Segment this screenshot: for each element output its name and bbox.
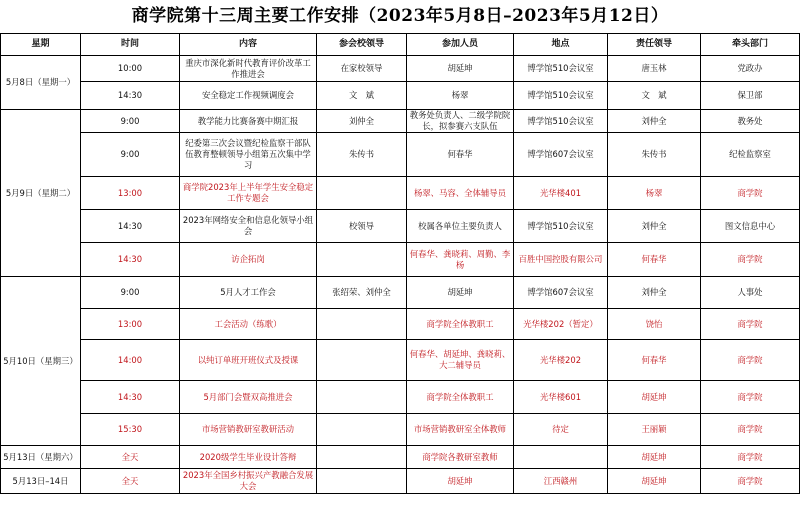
table-row: [1, 309, 800, 340]
time-cell: 9:00: [81, 110, 180, 133]
time-cell: 13:00: [81, 177, 180, 210]
header-participants: 参加人员: [407, 34, 514, 56]
table-row: [1, 446, 800, 469]
school-leader-cell: [317, 446, 407, 469]
lead-department-cell: 人事处: [701, 277, 800, 309]
location-cell: 博学馆607会议室: [514, 133, 608, 177]
content-cell: 5月部门会暨双高推进会: [180, 381, 317, 414]
responsible-leader-cell: 何春华: [608, 340, 701, 381]
schedule-table: [0, 33, 800, 494]
time-cell: 全天: [81, 469, 180, 494]
participants-cell: 胡延坤: [407, 277, 514, 309]
content-cell: 重庆市深化新时代教育评价改革工作推进会: [180, 56, 317, 82]
content-cell: 访企拓岗: [180, 243, 317, 277]
time-cell: 14:00: [81, 340, 180, 381]
header-location: 地点: [514, 34, 608, 56]
location-cell: 博学馆607会议室: [514, 277, 608, 309]
responsible-leader-cell: 饶怡: [608, 309, 701, 340]
location-cell: 光华楼401: [514, 177, 608, 210]
content-cell: 5月人才工作会: [180, 277, 317, 309]
table-row: [1, 82, 800, 110]
content-cell: 市场营销教研室教研活动: [180, 414, 317, 446]
participants-cell: 何春华、胡延坤、龚晓莉、大二辅导员: [407, 340, 514, 381]
location-cell: 百胜中国控股有限公司: [514, 243, 608, 277]
day-cell: 5月9日（星期二）: [1, 110, 81, 277]
header-time: 时间: [81, 34, 180, 56]
location-cell: 光华楼202: [514, 340, 608, 381]
table-row: [1, 133, 800, 177]
responsible-leader-cell: 胡延坤: [608, 469, 701, 494]
school-leader-cell: [317, 469, 407, 494]
location-cell: 光华楼202（暂定）: [514, 309, 608, 340]
header-responsible-leader: 责任领导: [608, 34, 701, 56]
table-row: [1, 277, 800, 309]
responsible-leader-cell: 王丽颖: [608, 414, 701, 446]
lead-department-cell: 商学院: [701, 340, 800, 381]
time-cell: 13:00: [81, 309, 180, 340]
location-cell: [514, 446, 608, 469]
content-cell: 教学能力比赛备赛中期汇报: [180, 110, 317, 133]
school-leader-cell: [317, 243, 407, 277]
responsible-leader-cell: 杨翠: [608, 177, 701, 210]
participants-cell: 杨翠: [407, 82, 514, 110]
participants-cell: 教务处负责人、二级学院院长，拟参赛六支队伍: [407, 110, 514, 133]
day-cell: 5月13日（星期六）: [1, 446, 81, 469]
location-cell: 博学馆510会议室: [514, 56, 608, 82]
school-leader-cell: 朱传书: [317, 133, 407, 177]
content-cell: 纪委第三次会议暨纪检监察干部队伍教育整顿领导小组第五次集中学习: [180, 133, 317, 177]
responsible-leader-cell: 刘仲全: [608, 277, 701, 309]
table-row: [1, 210, 800, 243]
location-cell: 江西赣州: [514, 469, 608, 494]
header-lead-department: 牵头部门: [701, 34, 800, 56]
participants-cell: 商学院全体教职工: [407, 381, 514, 414]
school-leader-cell: [317, 381, 407, 414]
time-cell: 10:00: [81, 56, 180, 82]
header-content: 内容: [180, 34, 317, 56]
schedule-body: [1, 56, 800, 494]
content-cell: 安全稳定工作视频调度会: [180, 82, 317, 110]
header-row: [1, 34, 800, 56]
school-leader-cell: 刘仲全: [317, 110, 407, 133]
table-row: [1, 340, 800, 381]
day-cell: 5月10日（星期三）: [1, 277, 81, 446]
time-cell: 9:00: [81, 277, 180, 309]
lead-department-cell: 教务处: [701, 110, 800, 133]
table-row: [1, 110, 800, 133]
responsible-leader-cell: 胡延坤: [608, 446, 701, 469]
participants-cell: 杨翠、马容、全体辅导员: [407, 177, 514, 210]
school-leader-cell: 在家校领导: [317, 56, 407, 82]
responsible-leader-cell: 朱传书: [608, 133, 701, 177]
table-row: [1, 414, 800, 446]
lead-department-cell: 商学院: [701, 469, 800, 494]
lead-department-cell: 党政办: [701, 56, 800, 82]
content-cell: 2023年网络安全和信息化领导小组会: [180, 210, 317, 243]
participants-cell: 校属各单位主要负责人: [407, 210, 514, 243]
content-cell: 2023年全国乡村振兴产教融合发展大会: [180, 469, 317, 494]
content-cell: 以纯订单班开班仪式及授课: [180, 340, 317, 381]
header-school-leader: 参会校领导: [317, 34, 407, 56]
table-row: [1, 56, 800, 82]
school-leader-cell: 文 斌: [317, 82, 407, 110]
time-cell: 9:00: [81, 133, 180, 177]
time-cell: 14:30: [81, 243, 180, 277]
time-cell: 14:30: [81, 210, 180, 243]
content-cell: 工会活动（练歌）: [180, 309, 317, 340]
location-cell: 光华楼601: [514, 381, 608, 414]
table-row: [1, 177, 800, 210]
lead-department-cell: 商学院: [701, 381, 800, 414]
school-leader-cell: 校领导: [317, 210, 407, 243]
responsible-leader-cell: 文 斌: [608, 82, 701, 110]
participants-cell: 胡延坤: [407, 469, 514, 494]
location-cell: 博学馆510会议室: [514, 210, 608, 243]
responsible-leader-cell: 何春华: [608, 243, 701, 277]
lead-department-cell: 商学院: [701, 414, 800, 446]
table-row: [1, 469, 800, 494]
participants-cell: 商学院全体教职工: [407, 309, 514, 340]
page-title: 商学院第十三周主要工作安排（2023年5月8日–2023年5月12日）: [131, 6, 669, 26]
location-cell: 待定: [514, 414, 608, 446]
lead-department-cell: 图文信息中心: [701, 210, 800, 243]
lead-department-cell: 商学院: [701, 243, 800, 277]
content-cell: 2020级学生毕业设计答辩: [180, 446, 317, 469]
lead-department-cell: 商学院: [701, 446, 800, 469]
day-cell: 5月8日（星期一）: [1, 56, 81, 110]
content-cell: 商学院2023年上半年学生安全稳定工作专题会: [180, 177, 317, 210]
table-row: [1, 381, 800, 414]
time-cell: 14:30: [81, 82, 180, 110]
school-leader-cell: [317, 309, 407, 340]
school-leader-cell: [317, 340, 407, 381]
location-cell: 博学馆510会议室: [514, 110, 608, 133]
lead-department-cell: 商学院: [701, 309, 800, 340]
lead-department-cell: 纪检监察室: [701, 133, 800, 177]
table-row: [1, 243, 800, 277]
participants-cell: 胡延坤: [407, 56, 514, 82]
day-cell: 5月13日–14日: [1, 469, 81, 494]
school-leader-cell: [317, 414, 407, 446]
lead-department-cell: 商学院: [701, 177, 800, 210]
participants-cell: 何春华: [407, 133, 514, 177]
time-cell: 全天: [81, 446, 180, 469]
location-cell: 博学馆510会议室: [514, 82, 608, 110]
responsible-leader-cell: 刘仲全: [608, 210, 701, 243]
time-cell: 15:30: [81, 414, 180, 446]
participants-cell: 何春华、龚晓莉、周勤、李杨: [407, 243, 514, 277]
time-cell: 14:30: [81, 381, 180, 414]
participants-cell: 商学院各教研室教师: [407, 446, 514, 469]
responsible-leader-cell: 唐玉林: [608, 56, 701, 82]
responsible-leader-cell: 胡延坤: [608, 381, 701, 414]
participants-cell: 市场营销教研室全体教师: [407, 414, 514, 446]
lead-department-cell: 保卫部: [701, 82, 800, 110]
school-leader-cell: 张绍荣、刘仲全: [317, 277, 407, 309]
header-weekday: 星期: [1, 34, 81, 56]
school-leader-cell: [317, 177, 407, 210]
responsible-leader-cell: 刘仲全: [608, 110, 701, 133]
